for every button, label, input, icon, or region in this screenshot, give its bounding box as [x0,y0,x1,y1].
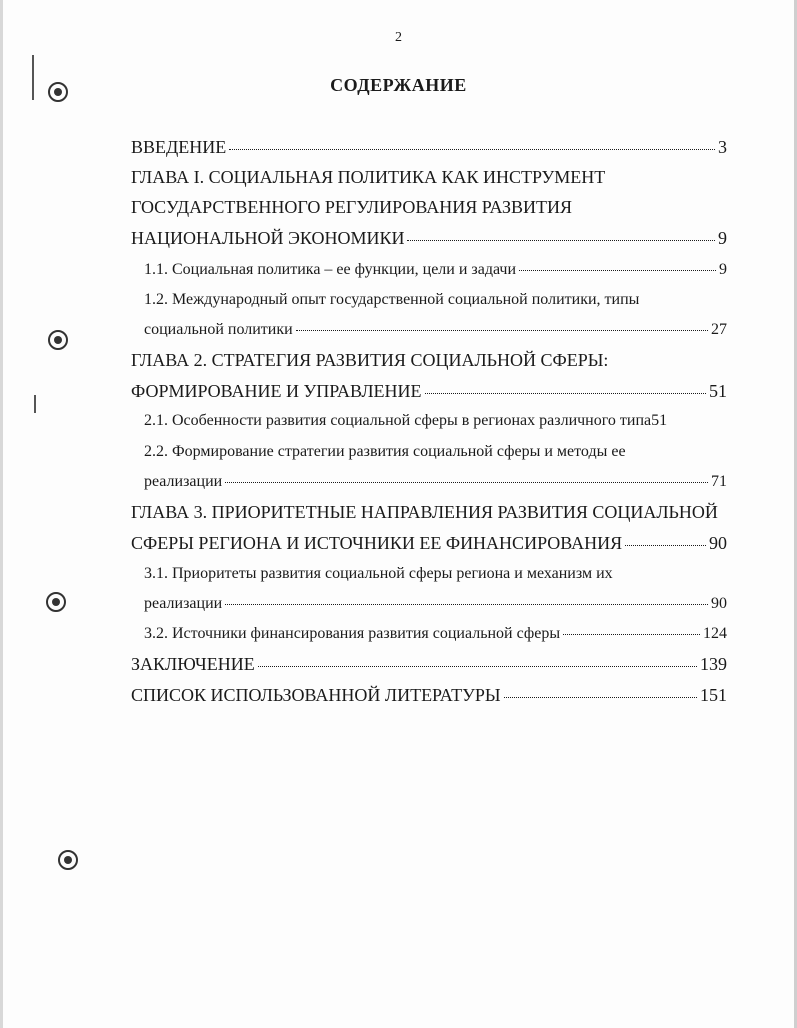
toc-page-ref: 90 [711,595,727,612]
toc-section-1-1[interactable] [144,259,727,281]
toc-section-1-2-line-2[interactable] [144,319,727,341]
toc-page-ref: 51 [709,381,727,401]
toc-page-ref: 9 [718,228,727,248]
toc-page-ref: 3 [718,137,727,157]
toc-page-ref: 27 [711,321,727,338]
toc-chapter-1-line-3[interactable] [131,227,727,249]
toc-section-3-2[interactable] [144,623,727,645]
dot-leader [504,697,697,698]
toc-entry-references[interactable] [131,684,727,706]
toc-section-2-1[interactable]: 2.1. Особенности развития социальной сферы в регионах различного типа51 [144,412,668,429]
dot-leader [425,393,706,394]
toc-entry-label: социальной политики [144,321,293,338]
toc-page-ref: 9 [719,261,727,278]
dot-leader [407,240,715,241]
toc-chapter-1-line-1[interactable]: ГЛАВА I. СОЦИАЛЬНАЯ ПОЛИТИКА КАК ИНСТРУМЕНТ [131,167,606,187]
toc-entry-label: реализации [144,595,223,612]
toc-entry-label: ВВЕДЕНИЕ [131,137,227,157]
toc-section-1-2-line-1[interactable]: 1.2. Международный опыт государственной социальной политики, типы [144,291,640,308]
dot-leader [563,634,700,635]
page-number: 2 [395,30,402,45]
toc-entry-label: СФЕРЫ РЕГИОНА И ИСТОЧНИКИ ЕЕ ФИНАНСИРОВАНИЯ [131,533,623,553]
binder-hole-mark [48,330,68,350]
toc-chapter-1-line-2[interactable]: ГОСУДАРСТВЕННОГО РЕГУЛИРОВАНИЯ РАЗВИТИЯ [131,197,573,217]
toc-entry-label: 3.2. Источники финансирования развития социальной сферы [144,625,561,642]
binder-hole-mark [58,850,78,870]
toc-section-2-2-line-1[interactable]: 2.2. Формирование стратегии развития социальной сферы и методы ее [144,443,626,460]
toc-page-ref: 90 [709,533,727,553]
toc-page-ref: 71 [711,473,727,490]
toc-page-ref: 151 [700,685,727,705]
toc-title: СОДЕРЖАНИЕ [330,75,467,95]
toc-section-3-1-line-1[interactable]: 3.1. Приоритеты развития социальной сферы региона и механизм их [144,565,613,582]
toc-page-ref: 139 [700,654,727,674]
toc-entry-label: НАЦИОНАЛЬНОЙ ЭКОНОМИКИ [131,228,405,248]
toc-chapter-3-line-2[interactable] [131,532,727,554]
toc-entry-conclusion[interactable] [131,653,727,675]
toc-chapter-3-line-1[interactable]: ГЛАВА 3. ПРИОРИТЕТНЫЕ НАПРАВЛЕНИЯ РАЗВИТИЯ СОЦИАЛЬНОЙ [131,502,718,522]
toc-entry-label: ЗАКЛЮЧЕНИЕ [131,654,255,674]
dot-leader [625,545,706,546]
margin-tick [34,395,36,413]
toc-entry-label: СПИСОК ИСПОЛЬЗОВАННОЙ ЛИТЕРАТУРЫ [131,685,501,705]
toc-page-ref: 124 [703,625,727,642]
toc-section-2-2-line-2[interactable] [144,471,727,493]
toc-chapter-2-line-2[interactable] [131,380,727,402]
toc-chapter-2-line-1[interactable]: ГЛАВА 2. СТРАТЕГИЯ РАЗВИТИЯ СОЦИАЛЬНОЙ СФЕРЫ: [131,350,609,370]
binder-hole-mark [46,592,66,612]
dot-leader [225,604,708,605]
scan-edge-left [0,0,3,1028]
toc-section-3-1-line-2[interactable] [144,593,727,615]
dot-leader [519,270,716,271]
dot-leader [258,666,697,667]
dot-leader [225,482,708,483]
toc-entry-label: 1.1. Социальная политика – ее функции, цели и задачи [144,261,517,278]
toc-entry-label: ФОРМИРОВАНИЕ И УПРАВЛЕНИЕ [131,381,422,401]
toc-entry-intro[interactable] [131,136,727,158]
dot-leader [296,330,708,331]
dot-leader [229,149,715,150]
toc-entry-label: реализации [144,473,223,490]
